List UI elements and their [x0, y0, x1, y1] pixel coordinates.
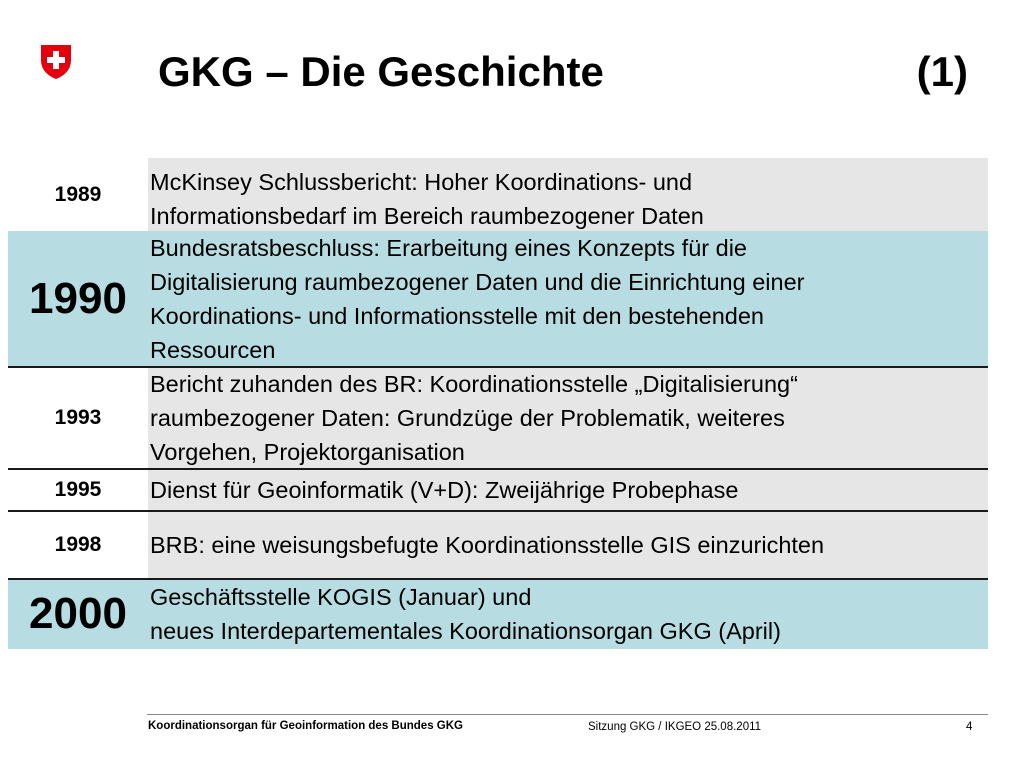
timeline-row-1993	[8, 367, 988, 469]
title-text: GKG – Die Geschichte	[158, 48, 604, 95]
timeline-year: 1993	[54, 406, 102, 429]
swiss-coat-of-arms-icon	[40, 44, 72, 80]
timeline-description: Bundesratsbeschluss: Erarbeitung eines Konzepts für die Digitalisierung raumbezogener Daten und die Einrichtung einer Koordinations- und Informationsstelle mit den bestehenden Ressourcen	[150, 235, 805, 363]
timeline-description: BRB: eine weisungsbefugte Koordinationsstelle GIS einzurichten	[148, 511, 988, 579]
timeline-row-2000	[8, 579, 988, 649]
timeline-year: 1995	[54, 478, 102, 501]
row-divider	[8, 510, 988, 512]
timeline-year: 1990	[29, 274, 127, 323]
footer-organization: Koordinationsorgan für Geoinformation des Bundes GKG	[148, 720, 463, 732]
title-number: (1)	[916, 48, 968, 95]
timeline-row-1995	[8, 469, 988, 511]
row-divider	[8, 578, 988, 580]
footer-meeting: Sitzung GKG / IKGEO 25.08.2011	[588, 721, 762, 733]
timeline-year: 2000	[29, 589, 127, 638]
slide-title	[158, 44, 968, 100]
row-divider	[8, 468, 988, 470]
timeline-description: Dienst für Geoinformatik (V+D): Zweijährige Probephase	[148, 469, 988, 511]
timeline-row-1998	[8, 511, 988, 579]
timeline-table	[8, 158, 988, 649]
page-number: 4	[966, 721, 973, 733]
timeline-row-1989	[8, 158, 988, 231]
timeline-row-1990	[8, 231, 988, 367]
timeline-year: 1998	[54, 533, 102, 556]
timeline-description: Bericht zuhanden des BR: Koordinationsstelle „Digitalisierung“ raumbezogener Daten: Grundzüge der Problematik, weiteres Vorgehen, Projektorganisation	[148, 367, 988, 469]
footer-divider	[147, 714, 988, 715]
timeline-description: Geschäftsstelle KOGIS (Januar) und neues Interdepartementales Koordinationsorgan GKG (April)	[150, 584, 781, 644]
timeline-year: 1989	[54, 182, 102, 206]
timeline-description: McKinsey Schlussbericht: Hoher Koordinations- und Informationsbedarf im Bereich raumbezogener Daten	[148, 158, 988, 231]
row-divider	[8, 366, 988, 368]
